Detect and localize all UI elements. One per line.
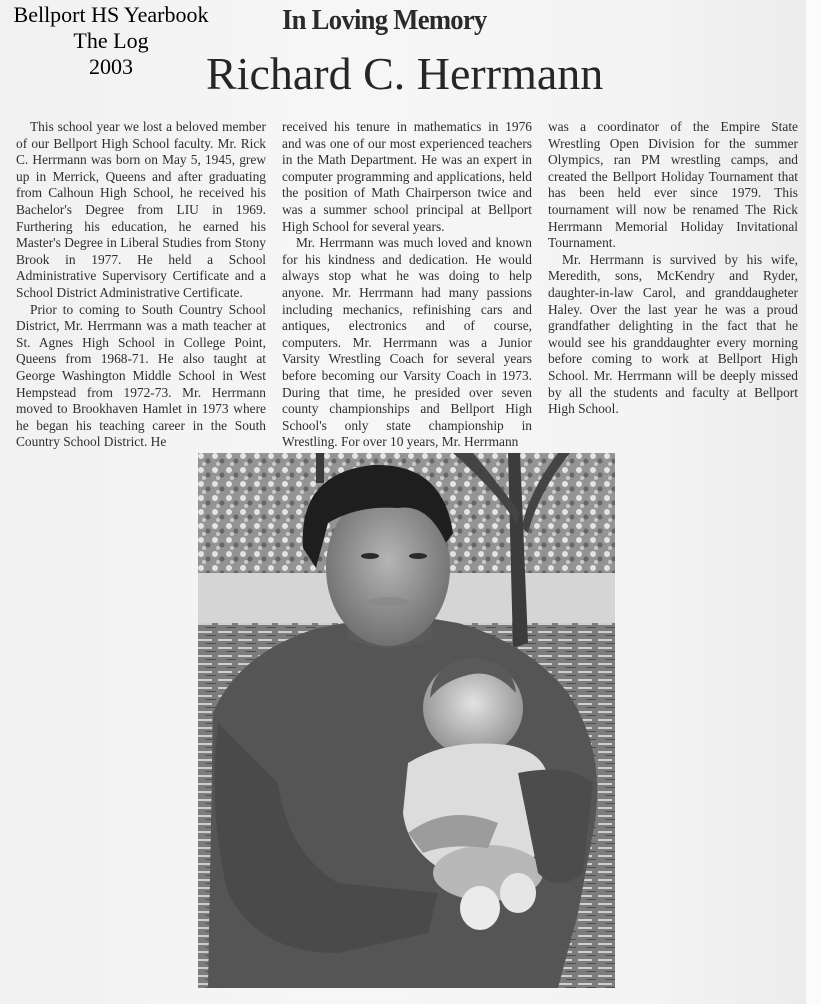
article-column-2 [282, 119, 532, 451]
photo-tree-trunk-left [316, 453, 324, 483]
article-paragraph: Prior to coming to South Country School District, Mr. Herrmann was a math teacher at St. Agnes High School in College Point, Queens from 1968-71. He also taught at George Washington Middle School in West Hempstead from 1972-73. Mr. Herrmann moved to Brookhaven Hamlet in 1973 where he began his teaching career in the South Country School District. He [16, 301, 266, 450]
memorial-kicker: In Loving Memory [282, 4, 487, 36]
caption-publication: The Log [73, 28, 149, 53]
photo-illustration [198, 453, 615, 988]
photo-man-eye-left [361, 553, 379, 559]
article-paragraph: was a coordinator of the Empire State Wrestling Open Division for the summer Olympics, ran PM wrestling camps, and created the Bellport Holiday Tournament that has been held ever since 1979. This tournament will now be renamed The Rick Herrmann Memorial Holiday Invitational Tournament. [548, 119, 798, 251]
page-edge [806, 0, 821, 1004]
article-paragraph: Mr. Herrmann was much loved and known for his kindness and dedication. He would always stop what he was doing to help anyone. Mr. Herrmann had many passions including mechanics, refinishing cars and antiques, electronics and of course, computers. Mr. Herrmann was a Junior Varsity Wrestling Coach for several years before becoming our Varsity Coach in 1973. During that time, he presided over seven county championships and Bellport High School's only state championship in Wrestling. For over 10 years, Mr. Herrmann [282, 235, 532, 450]
article-paragraph: This school year we lost a beloved member of our Bellport High School faculty. Mr. Rick C. Herrmann was born on May 5, 1945, grew up in Merrick, Queens and after graduating from Calhoun High School, he received his Bachelor's Degree from LIU in 1969. Furthering his education, he earned his Master's Degree in Liberal Studies from Stony Brook in 1977. He held a School Administrative Supervisory Certificate and a School District Administrative Certificate. [16, 119, 266, 300]
memorial-photo [198, 453, 615, 988]
caption-year: 2003 [89, 54, 133, 79]
article-paragraph: Mr. Herrmann is survived by his wife, Meredith, sons, McKendry and Ryder, daughter-in-law Carol, and granddaugheter Haley. Over the last year he was a proud grandfather delighting in the fact that he would see his granddaughter every morning before coming to work at Bellport High School. Mr. Herrmann will be deeply missed by all the students and faculty at Bellport High School. [548, 251, 798, 417]
article-paragraph: received his tenure in mathematics in 1976 and was one of our most experienced teachers in the Math Department. He was an expert in computer programming and applications, held the position of Math Chairperson twice and was a summer school principal at Bellport High School for several years. [282, 119, 532, 234]
article-column-1 [16, 119, 266, 451]
article-column-3 [548, 119, 798, 418]
photo-baby-foot-left [460, 886, 500, 930]
photo-baby-foot-right [500, 873, 536, 913]
memorial-name-title: Richard C. Herrmann [206, 48, 604, 99]
photo-man-eye-right [409, 553, 427, 559]
caption-school: Bellport HS Yearbook [13, 2, 209, 27]
yearbook-caption [0, 2, 222, 80]
